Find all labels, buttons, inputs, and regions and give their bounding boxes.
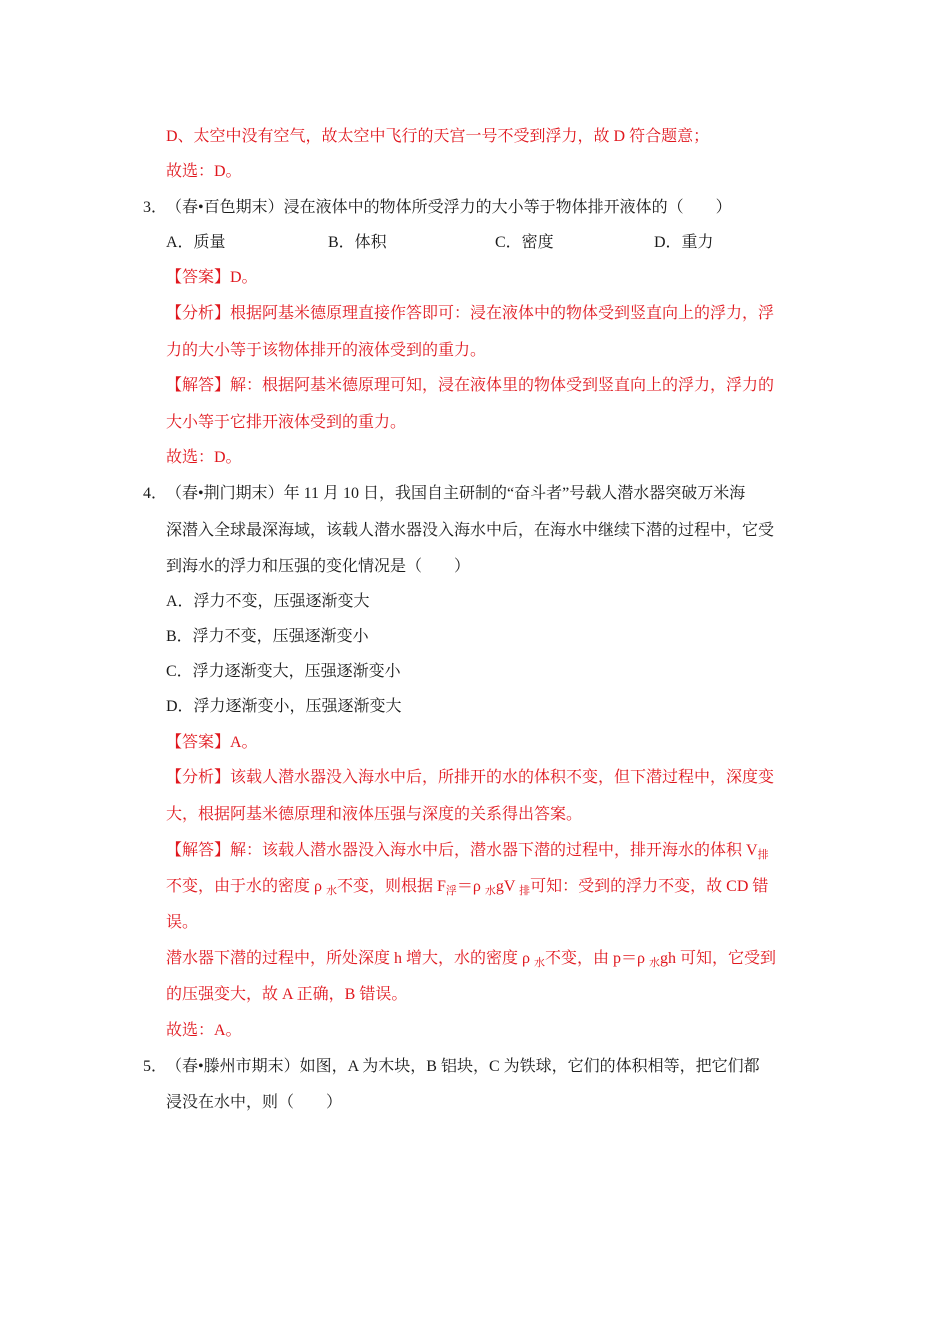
- q2-option-d-explanation: D、太空中没有空气，故太空中飞行的天宫一号不受到浮力，故 D 符合题意；: [166, 128, 710, 145]
- q4-solution-line-2-part-b: 不变，则根据 F: [337, 878, 446, 895]
- q4-analysis-line-1: 【分析】该载人潜水器没入海水中后，所排开的水的体积不变，但下潜过程中，深度变: [166, 769, 775, 786]
- q4-solution-line-4-part-b: 不变，由 p＝ρ: [545, 950, 649, 967]
- q4-choose: 故选：A。: [166, 1022, 242, 1039]
- q4-solution-line-1: [166, 839, 769, 863]
- q4-solution-line-2-part-d: gV: [495, 878, 520, 895]
- q3-analysis-line-2: 力的大小等于该物体排开的液体受到的重力。: [166, 342, 487, 359]
- q3-solution-line-1: 【解答】解：根据阿基米德原理可知，浸在液体里的物体受到竖直向上的浮力，浮力的: [166, 377, 775, 394]
- q4-analysis-line-2: 大，根据阿基米德原理和液体压强与深度的关系得出答案。: [166, 806, 583, 823]
- q4-solution-line-2-part-c: ＝ρ: [456, 878, 485, 895]
- q4-option-a: A．浮力不变，压强逐渐变大: [166, 593, 370, 610]
- q3-choose: 故选：D。: [166, 449, 242, 466]
- subscript-pai: 排: [757, 849, 769, 861]
- subscript-pai: 排: [519, 885, 531, 897]
- q4-solution-line-1-text: 【解答】解：该载人潜水器没入海水中后，潜水器下潜的过程中，排开海水的体积 V: [166, 842, 758, 859]
- q4-solution-line-2: [166, 875, 768, 899]
- q3-option-a: A．质量: [166, 234, 226, 251]
- q4-solution-line-4-part-c: gh 可知，它受到: [660, 950, 777, 967]
- q4-solution-line-2-part-a: 不变，由于水的密度 ρ: [166, 878, 326, 895]
- q4-number: 4．: [143, 485, 168, 502]
- q4-solution-line-3: 误。: [166, 914, 199, 931]
- q3-option-d: D．重力: [654, 234, 714, 251]
- q3-options: [166, 231, 766, 255]
- q3-answer: 【答案】D。: [166, 269, 258, 286]
- subscript-shui: 水: [484, 885, 496, 897]
- q4-option-b: B．浮力不变，压强逐渐变小: [166, 628, 369, 645]
- q4-solution-line-4: [166, 947, 776, 971]
- q3-option-c: C．密度: [495, 234, 554, 251]
- subscript-shui: 水: [534, 957, 545, 969]
- q4-solution-line-4-part-a: 潜水器下潜的过程中，所处深度 h 增大，水的密度 ρ: [166, 950, 534, 967]
- q4-answer: 【答案】A。: [166, 734, 258, 751]
- q4-stem-line-2: 深潜入全球最深海域，该载人潜水器没入海水中后，在海水中继续下潜的过程中，它受: [166, 522, 775, 539]
- q5-number: 5．: [143, 1058, 168, 1075]
- q4-stem-line-1: （春•荆门期末）年 11 月 10 日，我国自主研制的“奋斗者”号载人潜水器突破万米海: [166, 485, 746, 502]
- subscript-shui: 水: [649, 957, 660, 969]
- q5-stem-line-2: 浸没在水中，则（ ）: [166, 1094, 343, 1111]
- q4-option-c: C．浮力逐渐变大，压强逐渐变小: [166, 663, 401, 680]
- q4-solution-line-5: 的压强变大，故 A 正确，B 错误。: [166, 986, 408, 1003]
- q5-stem-line-1: （春•滕州市期末）如图，A 为木块，B 铝块，C 为铁球，它们的体积相等，把它们都: [166, 1058, 760, 1075]
- q3-solution-line-2: 大小等于它排开液体受到的重力。: [166, 414, 407, 431]
- q3-number: 3．: [143, 199, 168, 216]
- subscript-shui: 水: [326, 885, 337, 897]
- q4-option-d: D．浮力逐渐变小，压强逐渐变大: [166, 698, 402, 715]
- q2-choose: 故选：D。: [166, 163, 242, 180]
- q4-solution-line-2-part-e: 可知：受到的浮力不变，故 CD 错: [530, 878, 769, 895]
- q4-stem-line-3: 到海水的浮力和压强的变化情况是（ ）: [166, 558, 471, 575]
- q3-analysis-line-1: 【分析】根据阿基米德原理直接作答即可：浸在液体中的物体受到竖直向上的浮力，浮: [166, 305, 775, 322]
- q3-option-b: B．体积: [328, 234, 387, 251]
- q3-stem: （春•百色期末）浸在液体中的物体所受浮力的大小等于物体排开液体的（ ）: [166, 199, 732, 216]
- subscript-fu: 浮: [445, 885, 457, 897]
